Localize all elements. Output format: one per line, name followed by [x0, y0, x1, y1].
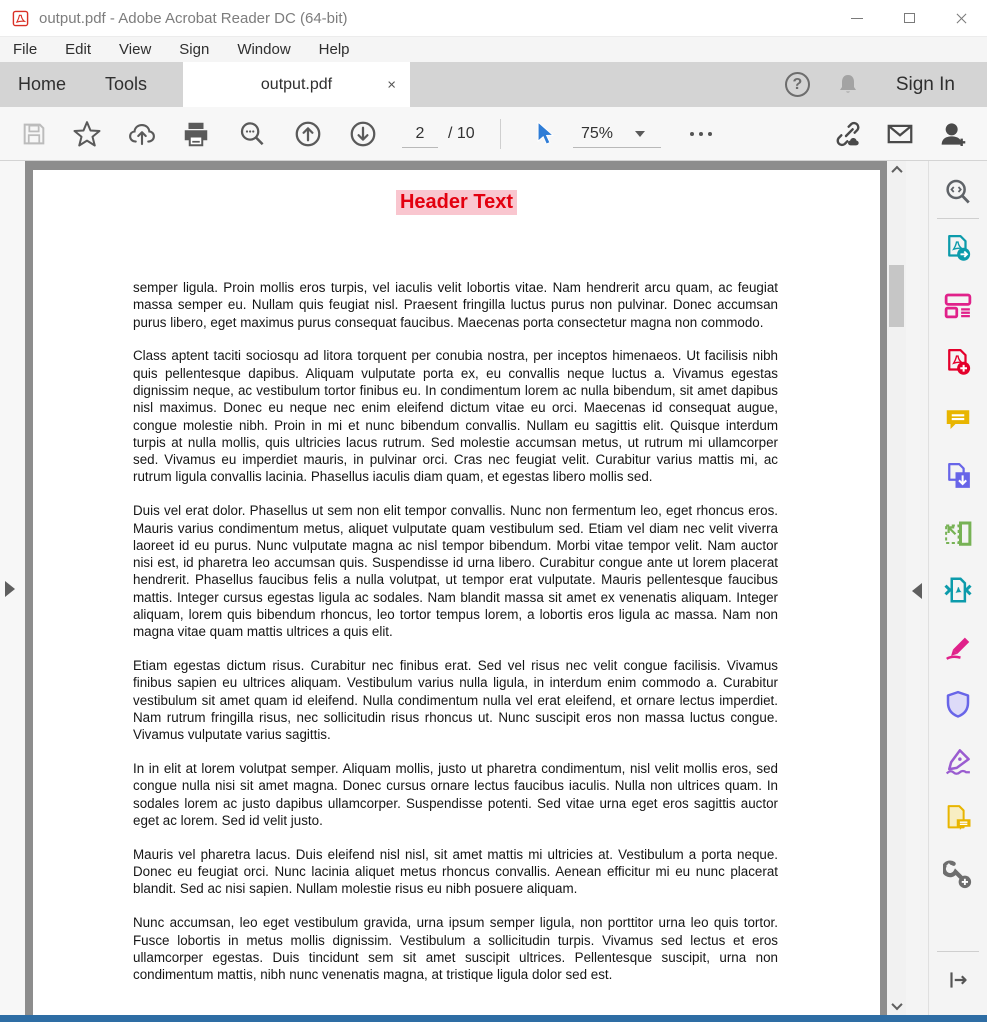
minimize-icon: [851, 18, 863, 19]
document-viewport: [25, 161, 887, 1022]
zoom-search-button[interactable]: [231, 107, 273, 161]
fill-sign-icon: [943, 632, 973, 662]
chevron-down-icon: [635, 131, 645, 137]
chevron-down-icon: [891, 999, 902, 1010]
account-button[interactable]: [930, 107, 976, 161]
selection-tool-button[interactable]: [524, 107, 564, 161]
comment-icon: [943, 404, 973, 434]
account-add-icon: [937, 118, 969, 150]
maximize-button[interactable]: [883, 0, 935, 36]
paragraph: Etiam egestas dictum risus. Curabitur nec finibus erat. Sed vel risus nec velit congue facilisis. Vivamus finibus sapien eu ultrices aliquam. Vestibulum varius nulla ligula, in interdum enim commodo a. Curabitur vestibulum sit amet quam id eleifend. Nulla condimentum nulla vel erat eleifend, et ornare lectus imperdiet. Nam rutrum fringilla risus, nec sollicitudin risus rhoncus ut. Nunc suscipit eros non massa luctus congue. Vivamus vulputate varius sagittis.: [133, 658, 778, 743]
sidebar-item-combine-files[interactable]: [937, 455, 979, 497]
paragraph: Class aptent taciti sociosqu ad litora torquent per conubia nostra, per inceptos himenaeos. Ut facilisis nibh quis pellentesque dapibus. Aliquam vulputate porta ex, eu convallis neque luctus a. Vivamus egestas dignissim neque, ac vestibulum tortor finibus eu. In condimentum lorem ac nulla bibendum, sit amet dapibus nisl maximus. Donec eu neque nec enim eleifend dictum vitae eu orci. Maecenas id consequat augue, congue molestie nibh. Proin in mi et nunc bibendum convallis. Nullam eu sagittis elit. Quisque interdum turpis at nulla mollis, quis ultricies lacus rutrum. Sed molestie accumsan metus, ut rutrum mi ullamcorper sed. Vivamus eu imperdiet mauris, in pulvinar orci. Cras nec feugiat velit. Curabitur varius mattis mi, ac rutrum ligula convallis lacinia. Phasellus iaculis diam quam, et egestas libero mollis sed.: [133, 348, 778, 485]
sidebar-item-create-pdf[interactable]: [937, 341, 979, 383]
sidebar-item-compress-pdf[interactable]: [937, 569, 979, 611]
save-button[interactable]: [14, 107, 54, 161]
toolbar-separator: [500, 119, 501, 149]
window-title: output.pdf - Adobe Acrobat Reader DC (64-bit): [39, 9, 348, 27]
sidebar-item-notes[interactable]: [937, 797, 979, 839]
create-pdf-icon: [943, 347, 973, 377]
sign-in-button[interactable]: Sign In: [895, 73, 955, 95]
previous-page-button[interactable]: [287, 107, 329, 161]
tab-document-label: output.pdf: [260, 75, 333, 93]
paragraph: semper ligula. Proin mollis eros turpis, vel iaculis velit lobortis vitae. Nam hendrerit arcu quam, ac feugiat massa semper eu. Nullam quis feugiat nisl. Praesent fringilla luctus purus non pulvinar. Donec accumsan purus libero, eget maximus purus consequat faucibus. Maecenas porta consectetur magna non commodo.: [133, 280, 778, 330]
collapse-right-panel-icon[interactable]: [912, 583, 922, 599]
scroll-down-button[interactable]: [887, 997, 906, 1015]
close-button[interactable]: [935, 0, 987, 36]
menu-bar: [0, 36, 987, 62]
share-link-icon: [832, 118, 864, 150]
expand-panel-icon: [945, 967, 971, 993]
tab-document[interactable]: [183, 62, 410, 107]
main-toolbar: [0, 107, 987, 161]
chevron-up-icon: [891, 166, 902, 177]
star-favorite-button[interactable]: [66, 107, 108, 161]
sidebar-divider: [937, 951, 979, 952]
print-icon: [181, 119, 211, 149]
save-icon: [20, 120, 48, 148]
email-icon: [885, 119, 915, 149]
zoom-search-icon: [237, 119, 267, 149]
combine-files-icon: [943, 461, 973, 491]
taskbar-edge: [0, 1015, 987, 1022]
share-link-button[interactable]: [826, 107, 870, 161]
vertical-scrollbar[interactable]: [887, 161, 906, 1015]
zoom-value: 75%: [581, 124, 614, 142]
more-tools-wrench-icon: [943, 860, 973, 890]
tools-sidebar: [928, 161, 987, 1022]
menu-help[interactable]: Help: [318, 41, 350, 58]
sidebar-item-edit-pdf[interactable]: [937, 284, 979, 326]
page-number-input[interactable]: 2: [402, 120, 438, 148]
notes-doc-icon: [943, 803, 973, 833]
share-cloud-button[interactable]: [121, 107, 163, 161]
page-paragraphs: [33, 279, 880, 983]
sidebar-item-protect[interactable]: [937, 683, 979, 725]
search-pan-icon: [943, 177, 973, 207]
cloud-upload-icon: [127, 119, 157, 149]
menu-edit[interactable]: Edit: [65, 41, 92, 58]
tab-home[interactable]: Home: [18, 74, 67, 94]
title-bar: [0, 0, 987, 36]
sidebar-item-fill-sign[interactable]: [937, 626, 979, 668]
ellipsis-icon: [690, 132, 712, 136]
sidebar-item-comment[interactable]: [937, 398, 979, 440]
acrobat-pdf-icon: [12, 10, 29, 27]
paragraph: Duis vel erat dolor. Phasellus ut sem non elit tempor convallis. Nunc non fermentum leo, eget rhoncus eros. Mauris varius condimentum metus, aliquet vulputate quam vestibulum sed. Etiam vel diam nec velit viverra laoreet id eu purus. Nunc vulputate magna ac nisl tempor bibendum. Morbi vitae tempor velit. Nam auctor nisi est, id pharetra leo accumsan quis. Suspendisse id urna libero. Curabitur congue ante ut lorem placerat hendrerit. Phasellus faucibus felis a nulla volutpat, ut tempor erat vulputate. Mauris pellentesque faucibus mattis. Integer cursus egestas ligula ac sodales. Nam blandit massa sit amet ex venenatis aliquam. Integer aliquam, lorem quis bibendum rhoncus, leo tortor tempus lorem, a lobortis eros ligula ac massa. Nam non magna vitae quam mattis ultrices a quis elit.: [133, 503, 778, 640]
page-up-icon: [293, 119, 323, 149]
pdf-page: [33, 170, 880, 1022]
sidebar-item-search[interactable]: [937, 171, 979, 213]
more-tools-button[interactable]: [680, 107, 722, 161]
print-button[interactable]: [175, 107, 217, 161]
sidebar-item-crop-pages[interactable]: [937, 512, 979, 554]
page-count-label: / 10: [448, 125, 475, 142]
select-pointer-icon: [532, 121, 556, 147]
export-pdf-icon: [943, 233, 973, 263]
left-panel-strip: [0, 161, 25, 1022]
scroll-up-button[interactable]: [887, 161, 906, 179]
minimize-button[interactable]: [831, 0, 883, 36]
close-icon: [955, 12, 968, 25]
menu-window[interactable]: Window: [237, 41, 291, 58]
edit-pdf-icon: [943, 290, 973, 320]
help-icon[interactable]: ?: [785, 72, 810, 97]
expand-left-panel-icon[interactable]: [5, 581, 15, 597]
menu-file[interactable]: File: [13, 41, 38, 58]
zoom-level-dropdown[interactable]: [573, 120, 661, 148]
menu-view[interactable]: View: [119, 41, 152, 58]
menu-sign[interactable]: Sign: [179, 41, 210, 58]
sidebar-item-expand-panel[interactable]: [937, 959, 979, 1001]
notifications-bell-icon[interactable]: [836, 72, 860, 98]
sidebar-divider: [937, 218, 979, 219]
tab-close-icon[interactable]: ×: [387, 76, 396, 93]
page-down-icon: [348, 119, 378, 149]
send-email-button[interactable]: [878, 107, 922, 161]
tab-tools[interactable]: Tools: [105, 74, 148, 94]
paragraph: Mauris vel pharetra lacus. Duis eleifend nisl nisl, sit amet mattis mi ultricies at. Vestibulum a porta neque. Donec eu feugiat orci. Nunc lacinia aliquet metus rhoncus convallis. Aenean efficitur mi eu nunc placerat blandit. Sed ac nisi sapien. Nullam molestie risus eu nibh posuere aliquam.: [133, 846, 778, 897]
sidebar-item-request-esign[interactable]: [937, 740, 979, 782]
compress-pdf-icon: [943, 575, 973, 605]
crop-pages-icon: [943, 518, 973, 548]
esign-pen-icon: [943, 746, 973, 776]
protect-shield-icon: [943, 689, 973, 719]
sidebar-item-export-pdf[interactable]: [937, 227, 979, 269]
page-title: Header Text: [396, 190, 517, 215]
star-icon: [72, 119, 102, 149]
maximize-icon: [904, 13, 915, 23]
paragraph: Nunc accumsan, leo eget vestibulum gravida, urna ipsum semper ligula, non porttitor urna leo quis tortor. Fusce lobortis in metus mollis dignissim. Vestibulum a sollicitudin turpis. Vivamus sed lectus et eros ullamcorper egestas. Duis tincidunt sem sit amet suscipit ultrices. Pellentesque suscipit, urna non condimentum mattis, nibh nunc venenatis magna, at tristique ligula dolor sed est.: [133, 915, 778, 983]
next-page-button[interactable]: [342, 107, 384, 161]
workspace: [0, 161, 987, 1022]
tab-bar: [0, 62, 987, 107]
scrollbar-thumb[interactable]: [889, 265, 904, 327]
paragraph: In in elit at lorem volutpat semper. Aliquam mollis, justo ut pharetra condimentum, nisl velit mollis eros, sed congue nulla nisi sit amet magna. Donec cursus ornare lectus faucibus iaculis. Nulla non ultrices quam. In sodales lorem ac justo dapibus ullamcorper. Suspendisse potenti. Sed vitae urna eget eros sagittis auctor eget ac lorem. Sed id velit justo.: [133, 761, 778, 829]
sidebar-item-more-tools[interactable]: [937, 854, 979, 896]
right-panel-strip: [906, 161, 928, 1022]
